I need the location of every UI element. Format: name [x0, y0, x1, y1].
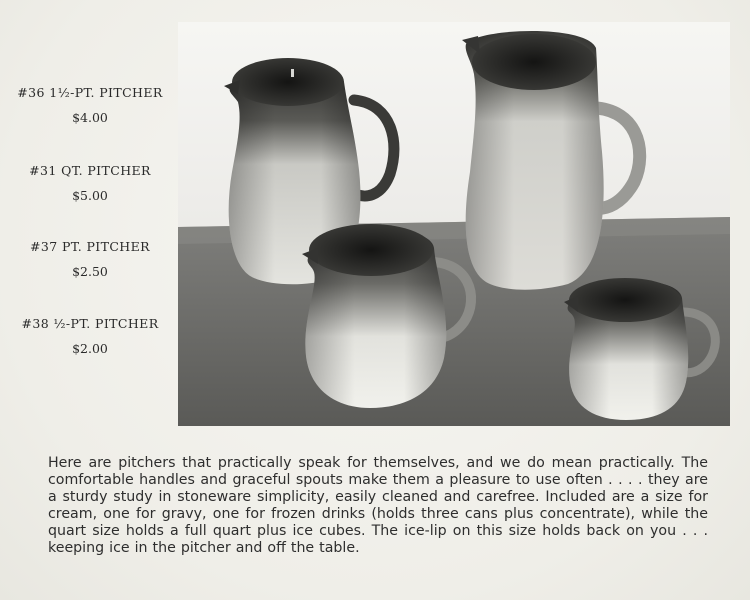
- item-name: #37 PT. PITCHER: [30, 239, 150, 254]
- pitchers-photo-illustration: [178, 22, 730, 426]
- item-price: $2.00: [72, 341, 108, 356]
- item-name: #36 1½-PT. PITCHER: [17, 85, 163, 100]
- pitcher-mouth: [569, 278, 681, 322]
- price-item-36: [10, 85, 170, 125]
- price-item-37: [10, 239, 170, 279]
- item-price: $4.00: [72, 110, 108, 125]
- price-item-31: [10, 163, 170, 203]
- item-name: #31 QT. PITCHER: [29, 163, 151, 178]
- pitchers-photo: [178, 22, 730, 426]
- item-price: $5.00: [72, 188, 108, 203]
- item-name: #38 ½-PT. PITCHER: [21, 316, 159, 331]
- price-item-38: [10, 316, 170, 356]
- pitcher-mouth: [472, 34, 596, 90]
- description-paragraph: Here are pitchers that practically speak for themselves, and we do mean practically. The comfortable handles and graceful spouts make them a pleasure to use often . . . . they are a sturdy study in stoneware simplicity, easily cleaned and carefree. Included are a size for cream, one for gravy, one for frozen drinks (holds three cans plus concentrate), while the quart size holds a full quart plus ice cubes. The ice-lip on this size holds back on you . . . keeping ice in the pitcher and off the table.: [48, 455, 708, 557]
- pitcher-mouth: [309, 224, 433, 276]
- item-price: $2.50: [72, 264, 108, 279]
- pitcher-mouth: [232, 58, 344, 106]
